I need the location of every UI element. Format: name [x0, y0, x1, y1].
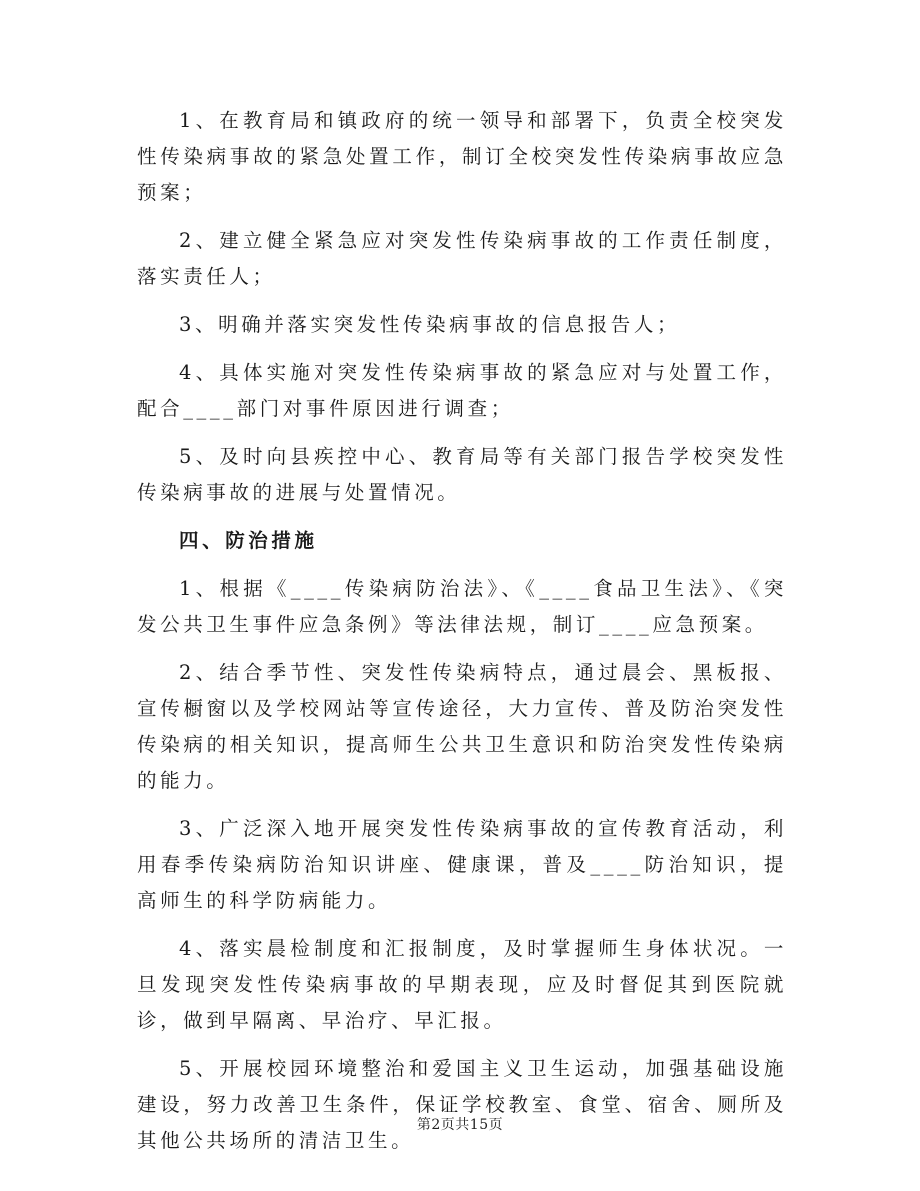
- paragraph-measure-1: 1、根据《____传染病防治法》、《____食品卫生法》、《突发公共卫生事件应急条例》等法律法规，制订____应急预案。: [137, 577, 787, 636]
- paragraph-responsibility-5: 5、及时向县疾控中心、教育局等有关部门报告学校突发性传染病事故的进展与处置情况。: [137, 445, 787, 504]
- paragraph-responsibility-3: 3、明确并落实突发性传染病事故的信息报告人；: [179, 313, 681, 336]
- paragraph-responsibility-1: 1、在教育局和镇政府的统一领导和部署下，负责全校突发性传染病事故的紧急处置工作，制订全校突发性传染病事故应急预案；: [137, 109, 787, 204]
- document-body: [137, 103, 787, 1171]
- paragraph-measure-4: 4、落实晨检制度和汇报制度，及时掌握师生身体状况。一旦发现突发性传染病事故的早期表现，应及时督促其到医院就诊，做到早隔离、早治疗、早汇报。: [137, 937, 787, 1032]
- paragraph-responsibility-2: 2、建立健全紧急应对突发性传染病事故的工作责任制度，落实责任人；: [137, 229, 787, 288]
- paragraph-measure-2: 2、结合季节性、突发性传染病特点，通过晨会、黑板报、宣传橱窗以及学校网站等宣传途径，大力宣传、普及防治突发性传染病的相关知识，提高师生公共卫生意识和防治突发性传染病的能力。: [137, 661, 787, 792]
- section-heading-prevention: 四、防治措施: [179, 529, 318, 552]
- paragraph-measure-5: 5、开展校园环境整治和爱国主义卫生运动，加强基础设施建设，努力改善卫生条件，保证学校教室、食堂、宿舍、厕所及其他公共场所的清洁卫生。: [137, 1057, 787, 1152]
- paragraph-measure-3: 3、广泛深入地开展突发性传染病事故的宣传教育活动，利用春季传染病防治知识讲座、健康课，普及____防治知识，提高师生的科学防病能力。: [137, 817, 787, 912]
- paragraph-responsibility-4: 4、具体实施对突发性传染病事故的紧急应对与处置工作，配合____部门对事件原因进行调查；: [137, 361, 787, 420]
- page-number-footer: 第2页共15页: [416, 1117, 504, 1133]
